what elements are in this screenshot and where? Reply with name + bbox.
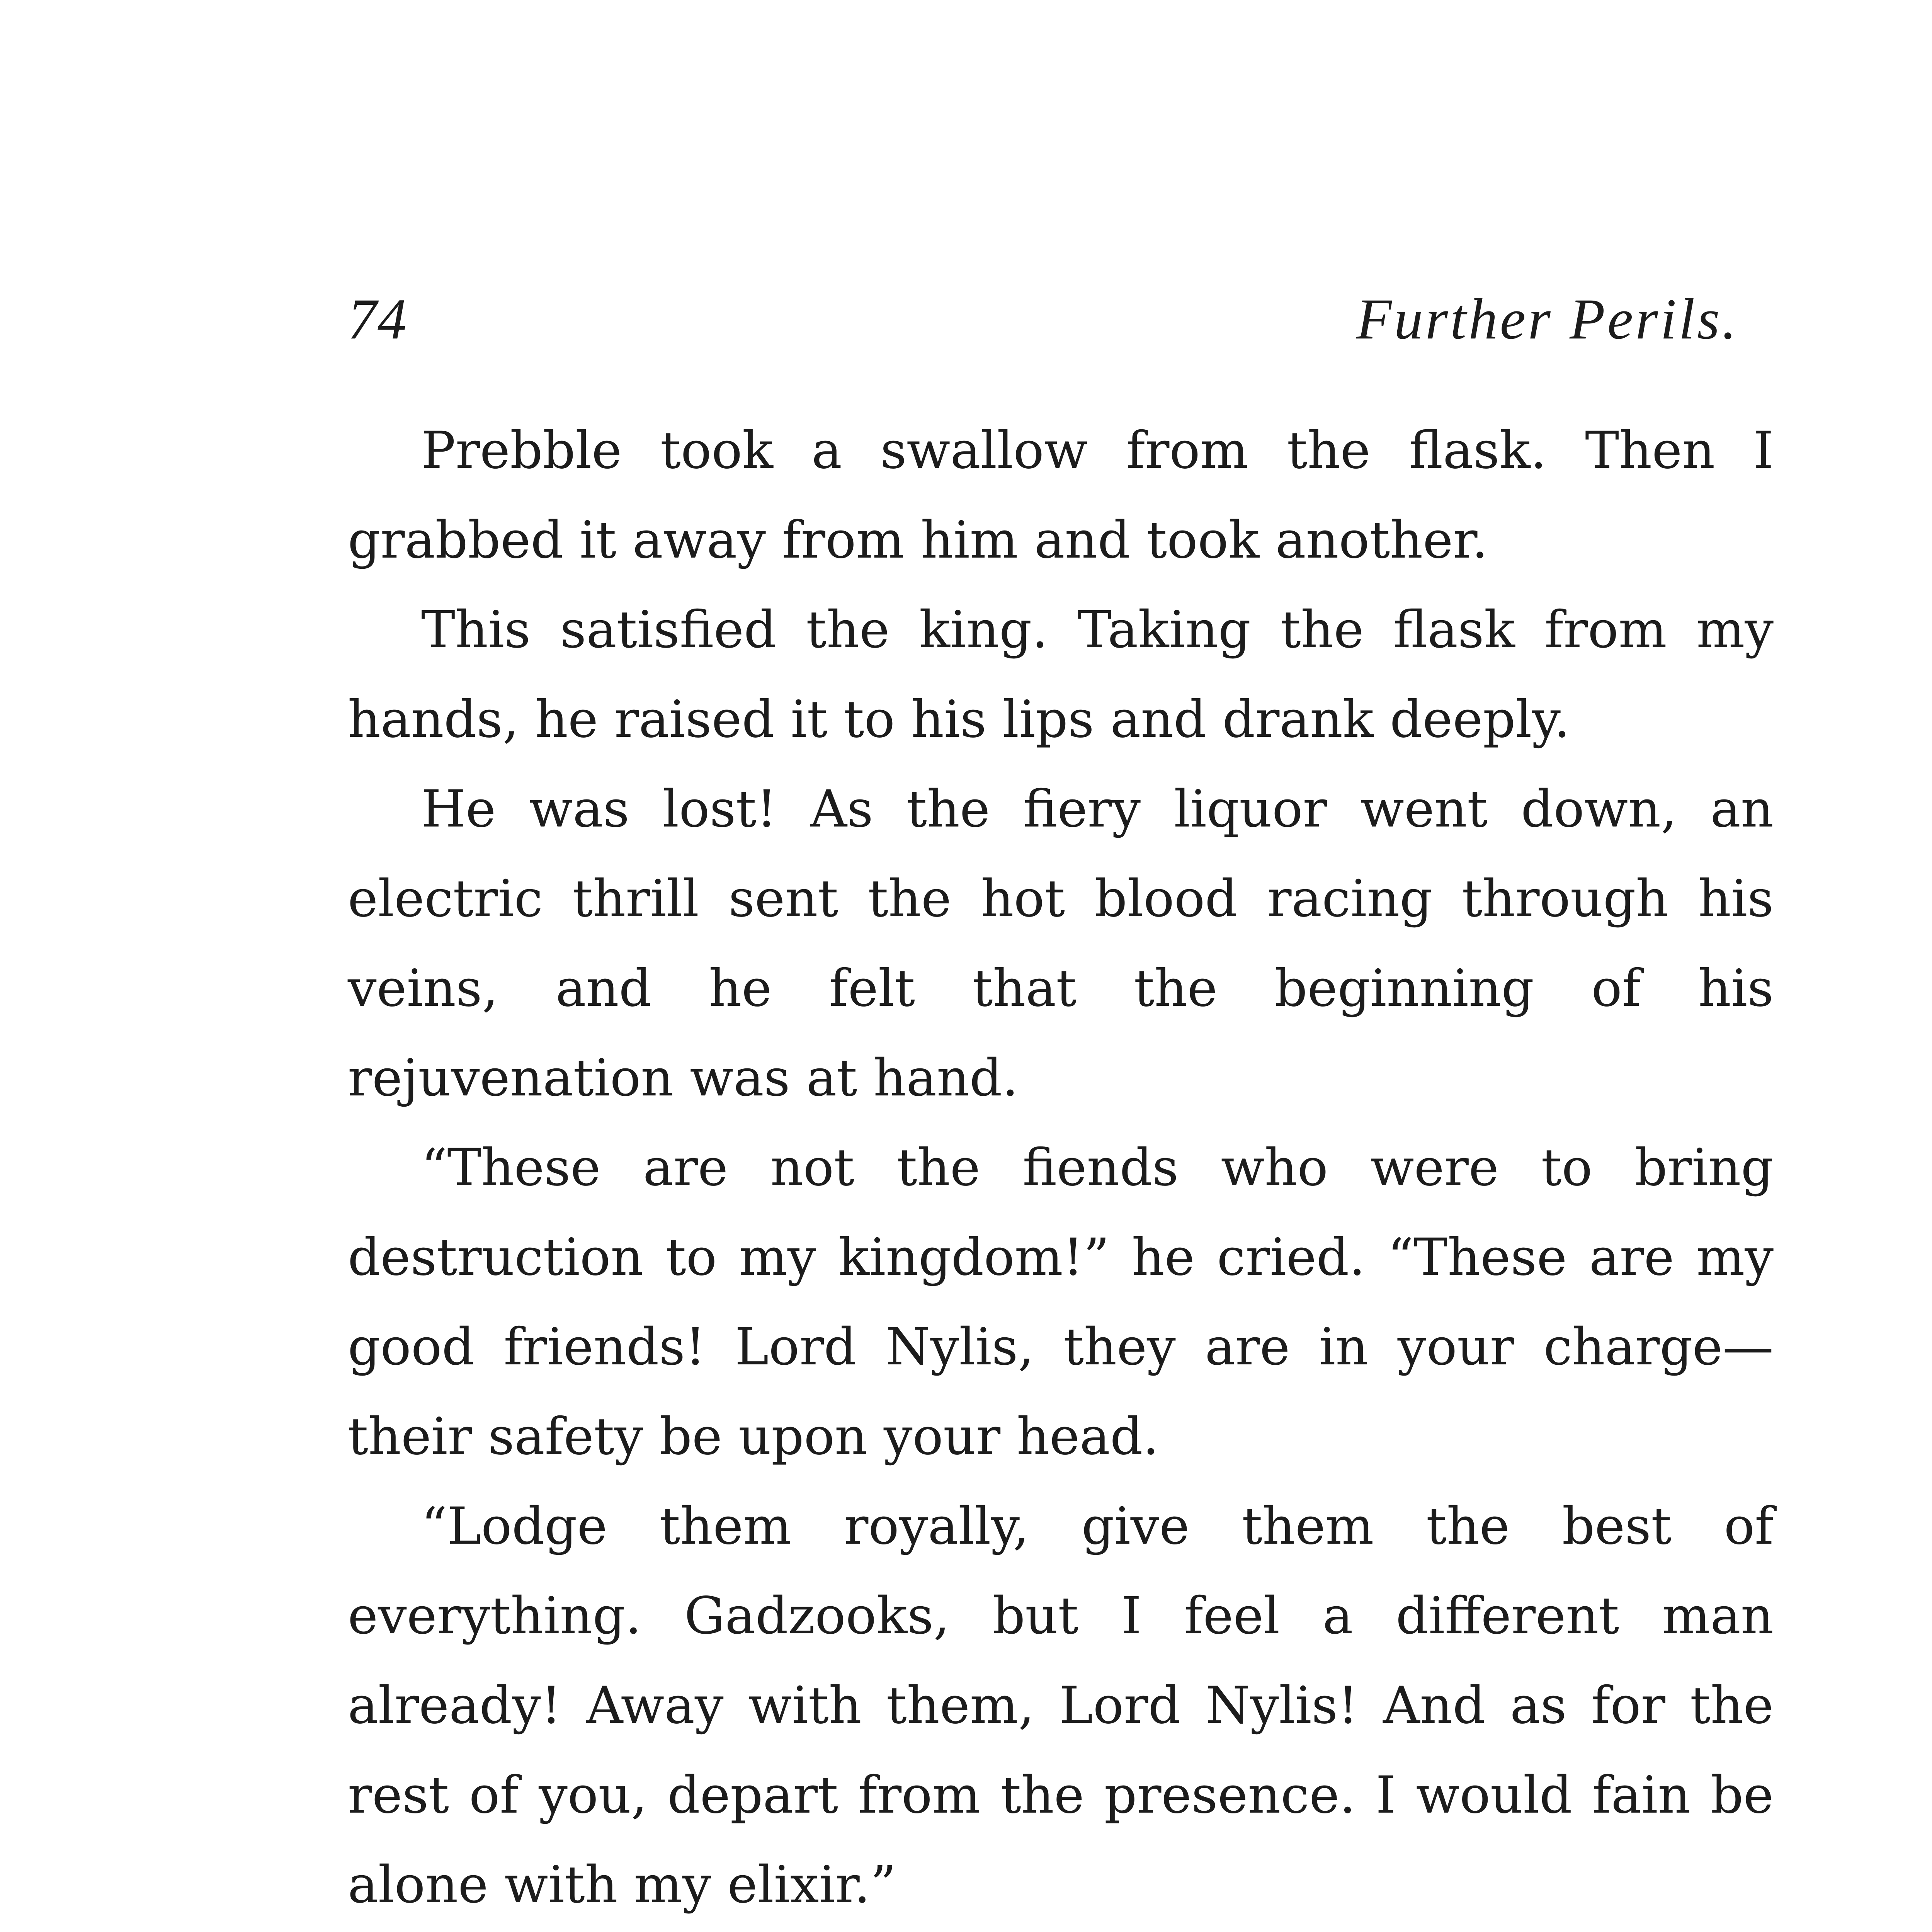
paragraph: “These are not the fiends who were to bring destruction to my kingdom!” he cried. “These are my good friends! Lord Nylis, they are in your charge—their safety be upon your head. xyxy=(348,1138,1774,1466)
body-text xyxy=(348,406,1774,1932)
paragraph: He was lost! As the fiery liquor went down, an electric thrill sent the hot blood racing through his veins, and he felt that the beginning of his rejuvenation was at hand. xyxy=(348,779,1774,1108)
running-title: Further Perils. xyxy=(1356,287,1739,351)
paragraph: “Lodge them royally, give them the best of everything. Gadzooks, but I feel a different man already! Away with them, Lord Nylis! And as for the rest of you, depart from the presence. I would fain be alone with my elixir.” xyxy=(348,1497,1774,1915)
paragraph xyxy=(348,1930,1774,1932)
paragraph: Prebble took a swallow from the flask. Then I grabbed it away from him and took another. xyxy=(348,421,1774,570)
paragraph: This satisfied the king. Taking the flask from my hands, he raised it to his lips and drank deeply. xyxy=(348,600,1774,749)
page-header xyxy=(348,286,1739,363)
page-number: 74 xyxy=(348,287,407,351)
